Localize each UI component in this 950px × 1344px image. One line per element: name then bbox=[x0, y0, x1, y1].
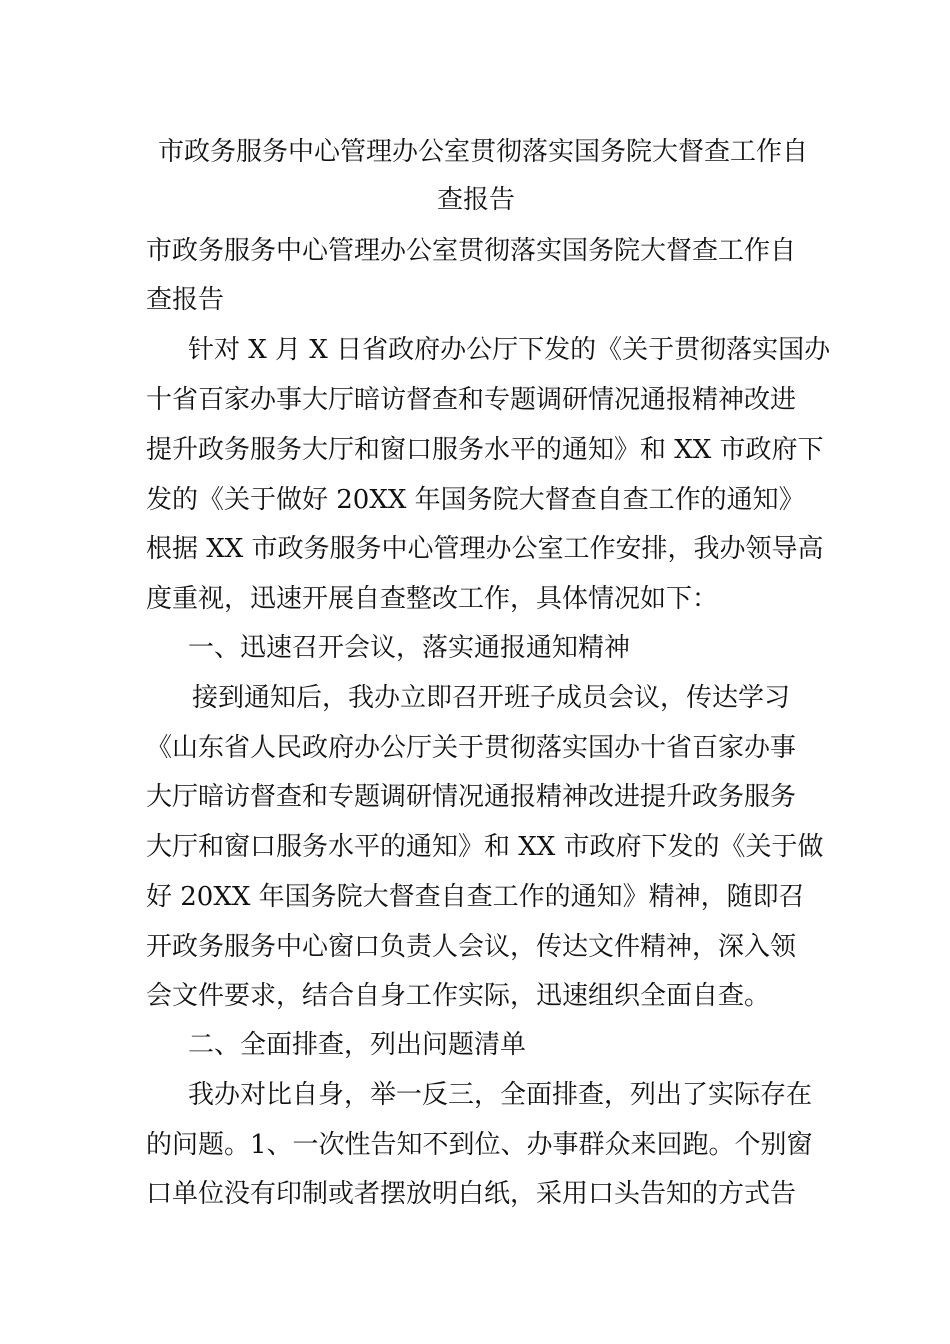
body-line: 会文件要求，结合自身工作实际，迅速组织全面自查。 bbox=[146, 981, 771, 1011]
document-title-line-1: 市政务服务中心管理办公室贯彻落实国务院大督查工作自 bbox=[158, 137, 809, 167]
body-line: 我办对比自身，举一反三，全面排查，列出了实际存在 bbox=[188, 1080, 813, 1110]
body-line: 好 20XX 年国务院大督查自查工作的通知》精神，随即召 bbox=[146, 882, 805, 912]
section-heading: 二、全面排查，列出问题清单 bbox=[188, 1030, 527, 1060]
body-line: 市政务服务中心管理办公室贯彻落实国务院大督查工作自 bbox=[146, 236, 797, 266]
body-line: 接到通知后，我办立即召开班子成员会议，传达学习 bbox=[192, 683, 791, 713]
body-line: 发的《关于做好 20XX 年国务院大督查自查工作的通知》 bbox=[146, 485, 805, 515]
body-line: 开政务服务中心窗口负责人会议，传达文件精神，深入领 bbox=[146, 932, 797, 962]
body-line: 根据 XX 市政务服务中心管理办公室工作安排，我办领导高 bbox=[146, 534, 824, 564]
body-line: 十省百家办事大厅暗访督查和专题调研情况通报精神改进 bbox=[146, 385, 797, 415]
document-title-line-2: 查报告 bbox=[437, 185, 516, 215]
body-line: 《山东省人民政府办公厅关于贯彻落实国办十省百家办事 bbox=[146, 733, 797, 763]
body-line: 提升政务服务大厅和窗口服务水平的通知》和 XX 市政府下 bbox=[146, 435, 824, 465]
body-line: 度重视，迅速开展自查整改工作，具体情况如下： bbox=[146, 584, 719, 614]
body-line: 针对 X 月 X 日省政府办公厅下发的《关于贯彻落实国办 bbox=[188, 335, 831, 365]
section-heading: 一、迅速召开会议，落实通报通知精神 bbox=[188, 633, 631, 663]
body-line: 查报告 bbox=[146, 285, 225, 315]
body-line: 口单位没有印制或者摆放明白纸，采用口头告知的方式告 bbox=[146, 1179, 797, 1209]
body-line: 大厅和窗口服务水平的通知》和 XX 市政府下发的《关于做 bbox=[146, 832, 824, 862]
body-line: 大厅暗访督查和专题调研情况通报精神改进提升政务服务 bbox=[146, 782, 797, 812]
body-line: 的问题。1、一次性告知不到位、办事群众来回跑。个别窗 bbox=[146, 1130, 813, 1160]
